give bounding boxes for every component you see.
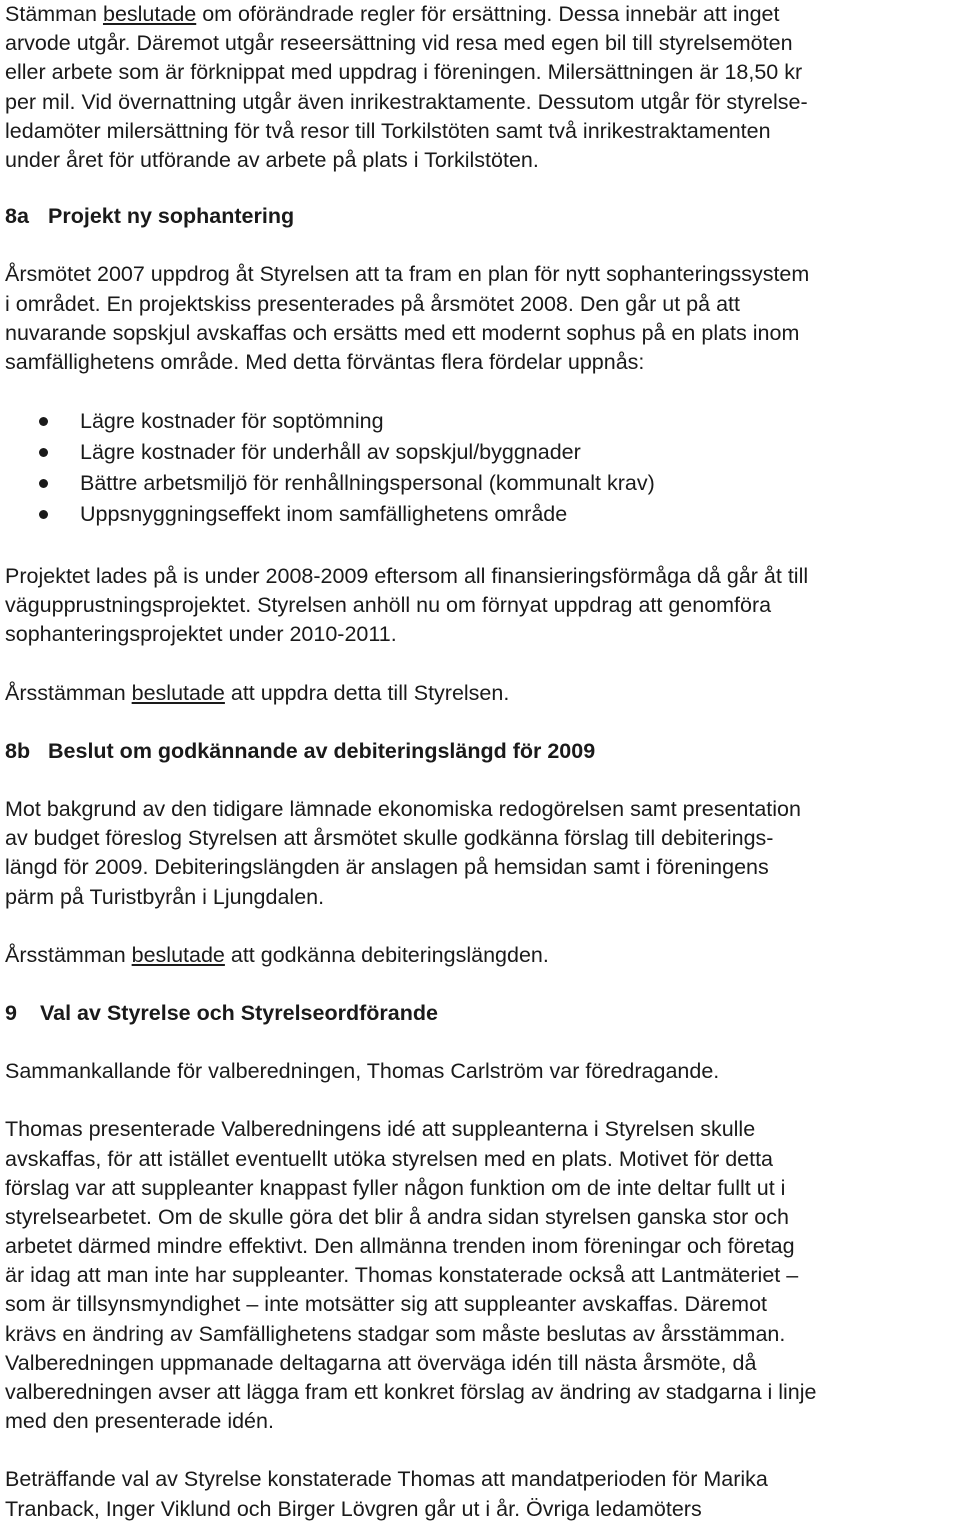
text-line: pärm på Turistbyrån i Ljungdalen. bbox=[5, 884, 325, 909]
section-9-paragraph-3 bbox=[5, 1465, 960, 1523]
text-line: samfällighetens område. Med detta förväntas flera fördelar uppnås: bbox=[5, 349, 645, 374]
document-page bbox=[5, 0, 960, 1524]
text-line: ledamöter milersättning för två resor till Torkilstöten samt två inrikestraktamenten bbox=[5, 118, 771, 143]
text-line: avskaffas, för att istället eventuellt utöka styrelsen med en plats. Motivet för detta bbox=[5, 1146, 774, 1171]
list-item: Lägre kostnader för soptömning bbox=[5, 406, 960, 437]
text-line: under året för utförande av arbete på plats i Torkilstöten. bbox=[5, 147, 539, 172]
bullet-icon bbox=[39, 448, 48, 457]
section-8a-heading: 8a Projekt ny sophantering bbox=[5, 204, 295, 229]
text-line: som är tillsynsmyndighet – inte motsätter sig att suppleanter avskaffas. Däremot bbox=[5, 1292, 768, 1317]
list-item: Uppsnyggningseffekt inom samfällighetens område bbox=[5, 499, 960, 530]
text-line: sophanteringsprojektet under 2010-2011. bbox=[5, 622, 397, 647]
text-line: Mot bakgrund av den tidigare lämnade ekonomiska redogörelsen samt presentation bbox=[5, 797, 801, 821]
bullet-icon bbox=[39, 417, 48, 426]
text-line: av budget föreslog Styrelsen att årsmötet skulle godkänna förslag till debiterings- bbox=[5, 826, 774, 851]
text-line: vägupprustningsprojektet. Styrelsen anhöll nu om förnyat uppdrag att genomföra bbox=[5, 593, 772, 618]
text-line: per mil. Vid övernattning utgår även inrikestraktamente. Dessutom utgår för styrelse- bbox=[5, 89, 808, 114]
bullet-icon bbox=[39, 510, 48, 519]
beslutade-underlined: beslutade bbox=[131, 942, 225, 967]
text-line: i området. En projektskiss presenterades på årsmötet 2008. Den går ut på att bbox=[5, 291, 740, 316]
text-line: eller arbete som är förknippat med uppdrag i föreningen. Milersättningen är 18,50 kr bbox=[5, 60, 803, 85]
text-line: nuvarande sopskjul avskaffas och ersätts med ett modernt sophus på en plats inom bbox=[5, 320, 800, 345]
list-item: Bättre arbetsmiljö för renhållningspersonal (kommunalt krav) bbox=[5, 468, 960, 499]
section-9-paragraph-1: Sammankallande för valberedningen, Thomas Carlström var föredragande. bbox=[5, 1059, 720, 1084]
list-item: Lägre kostnader för underhåll av sopskjul/byggnader bbox=[5, 437, 960, 468]
text-line: arvode utgår. Däremot utgår reseersättning vid resa med egen bil till styrelsemöten bbox=[5, 31, 793, 56]
compensation-paragraph bbox=[5, 0, 960, 175]
text-line: Beträffande val av Styrelse konstaterade Thomas att mandatperioden för Marika bbox=[5, 1467, 768, 1492]
text-line: längd för 2009. Debiteringslängden är anslagen på hemsidan samt i föreningens bbox=[5, 855, 769, 880]
section-8b-paragraph bbox=[5, 795, 960, 912]
beslutade-underlined: beslutade bbox=[131, 680, 225, 705]
beslutade-underlined: beslutade bbox=[102, 2, 197, 26]
text-line: Årsmötet 2007 uppdrog åt Styrelsen att ta fram en plan för nytt sophanteringssystem bbox=[5, 262, 810, 287]
text-line: Tranback, Inger Viklund och Birger Lövgren går ut i år. Övriga ledamöters bbox=[5, 1496, 702, 1521]
text-line: Thomas presenterade Valberedningens idé att suppleanterna i Styrelsen skulle bbox=[5, 1117, 756, 1142]
text-line: krävs en ändring av Samfällighetens stadgar som måste beslutas av årsstämman. bbox=[5, 1321, 786, 1346]
text-line: valberedningen avser att lägga fram ett konkret förslag av ändring av stadgarna i linje bbox=[5, 1380, 817, 1404]
section-8a-decision: Årsstämman beslutade att uppdra detta till Styrelsen. bbox=[5, 680, 510, 705]
section-8b-heading: 8b Beslut om godkännande av debiteringslängd för 2009 bbox=[5, 738, 596, 763]
section-9-paragraph-2 bbox=[5, 1115, 960, 1436]
text-line: Valberedningen uppmanade deltagarna att överväga idén till nästa årsmöte, då bbox=[5, 1350, 757, 1375]
text-line: Stämman beslutade om oförändrade regler för ersättning. Dessa innebär att inget bbox=[5, 2, 780, 26]
text-line: förslag var att suppleanter knappast fyller någon funktion om de inte deltar fullt ut i bbox=[5, 1175, 786, 1200]
text-line: arbetet därmed mindre effektivt. Den allmänna trenden inom föreningar och företag bbox=[5, 1234, 795, 1259]
text-line: Projektet lades på is under 2008-2009 eftersom all finansieringsförmåga då går åt till bbox=[5, 564, 809, 589]
text-line: med den presenterade idén. bbox=[5, 1409, 274, 1434]
text-line: styrelsearbetet. Om de skulle göra det blir å andra sidan styrelsen ganska stor och bbox=[5, 1204, 789, 1229]
section-8a-paragraph-1 bbox=[5, 260, 960, 377]
bullet-icon bbox=[39, 479, 48, 488]
section-8b-decision: Årsstämman beslutade att godkänna debiteringslängden. bbox=[5, 942, 549, 967]
section-8a-paragraph-2 bbox=[5, 562, 960, 650]
benefits-list bbox=[5, 406, 960, 530]
text-line: är idag att man inte har suppleanter. Thomas konstaterade också att Lantmäteriet – bbox=[5, 1263, 799, 1288]
section-9-heading: 9 Val av Styrelse och Styrelseordförande bbox=[5, 1000, 438, 1025]
